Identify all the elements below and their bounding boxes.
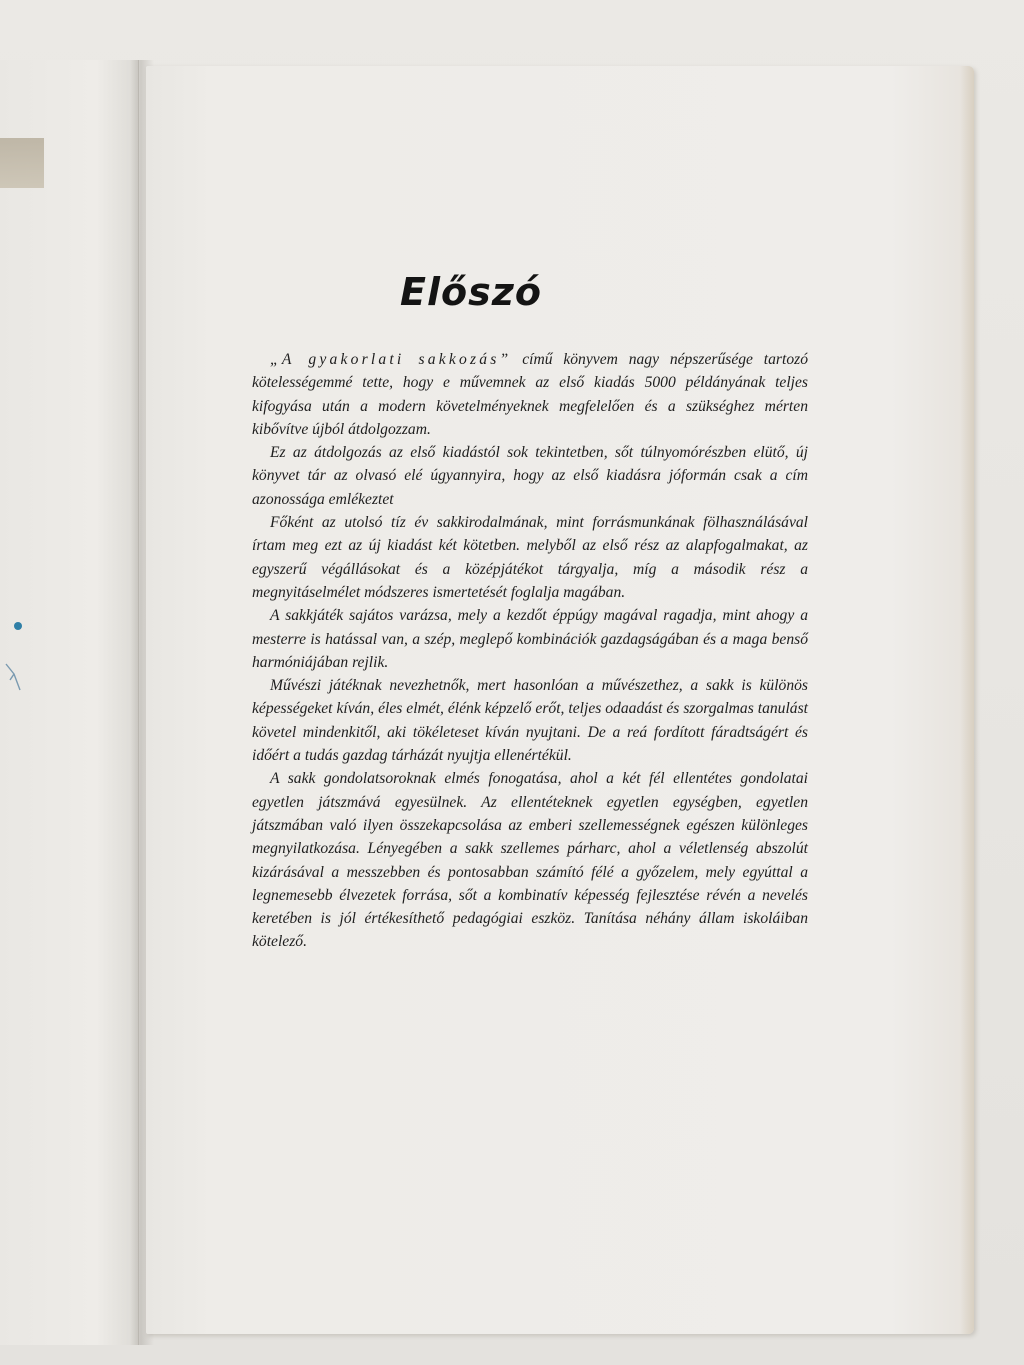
pen-scribble (4, 660, 22, 700)
paragraph-1 (252, 348, 808, 441)
paragraph-6: A sakk gondolatsoroknak elmés fonogatása, ahol a két fél ellentétes gondolatai egyetlen játszmává egyesülnek. Az ellentéteknek egyetlen egységben, egyetlen játszmában való ilyen összekapcsolása az emberi szellemességnek egészen különleges megnyilatkozása. Lényegében a sakk szellemes párharc, ahol a véletlenség abszolút kizárásával a messzebben és pontosabban számító félé a győzelem, mely egyúttal a legnemesebb élvezetek forrása, sőt a kombinatív képesség fejlesztése révén a nevelés keretében is jól értékesíthető pedagógiai eszköz. Tanítása néhány állam iskoláiban kötelező. (252, 770, 808, 951)
page-binding-strip (0, 138, 44, 188)
page-edge (960, 66, 974, 1334)
paragraph-4: A sakkjáték sajátos varázsa, mely a kezdőt éppúgy magával ragadja, mint ahogy a mesterre is hatással van, a szép, meglepő kombinációk gazdagságában és a maga benső harmóniájában rejlik. (252, 607, 808, 671)
paragraph-2: Ez az átdolgozás az első kiadástól sok tekintetben, sőt túlnyomórészben elütő, új könyvet tár az olvasó elé úgyannyira, hogy az első kiadásra jóformán csak a cím azonossága emlékeztet (252, 444, 808, 508)
paragraph-1-text: című könyvem nagy népszerűsége tartozó kötelességemmé tette, hogy e művemnek az első kiadás 5000 példányának teljes kifogyása után a modern követelményeknek megfelelően és a szükséghez mérten kibővítve újból átdolgozzam. (252, 351, 808, 438)
page-title: Előszó (400, 270, 542, 314)
paragraph-5: Művészi játéknak nevezhetnők, mert hasonlóan a művészethez, a sakk is különös képességeket kíván, éles elmét, élénk képzelő erőt, teljes odaadást és szorgalmas tanulást követel mindenkitől, aki tökéleteset kíván nyujtani. De a reá fordított fáradtságért és időért a tudás gazdag tárházát nyujtja ellenértékül. (252, 677, 808, 765)
preface-content (252, 270, 808, 954)
left-page (0, 60, 139, 1345)
ink-spot (14, 622, 22, 630)
book-title-quote: „A gyakorlati sakkozás” (270, 351, 512, 368)
paragraph-3: Főként az utolsó tíz év sakkirodalmának, mint forrásmunkának fölhasználásával írtam meg ezt az új kiadást két kötetben. melyből az első rész az alapfogalmakat, az egyszerű végállásokat és a középjátékot tárgyalja, míg a második rész a megnyitáselmélet módszeres ismertetését foglalja magában. (252, 514, 808, 601)
